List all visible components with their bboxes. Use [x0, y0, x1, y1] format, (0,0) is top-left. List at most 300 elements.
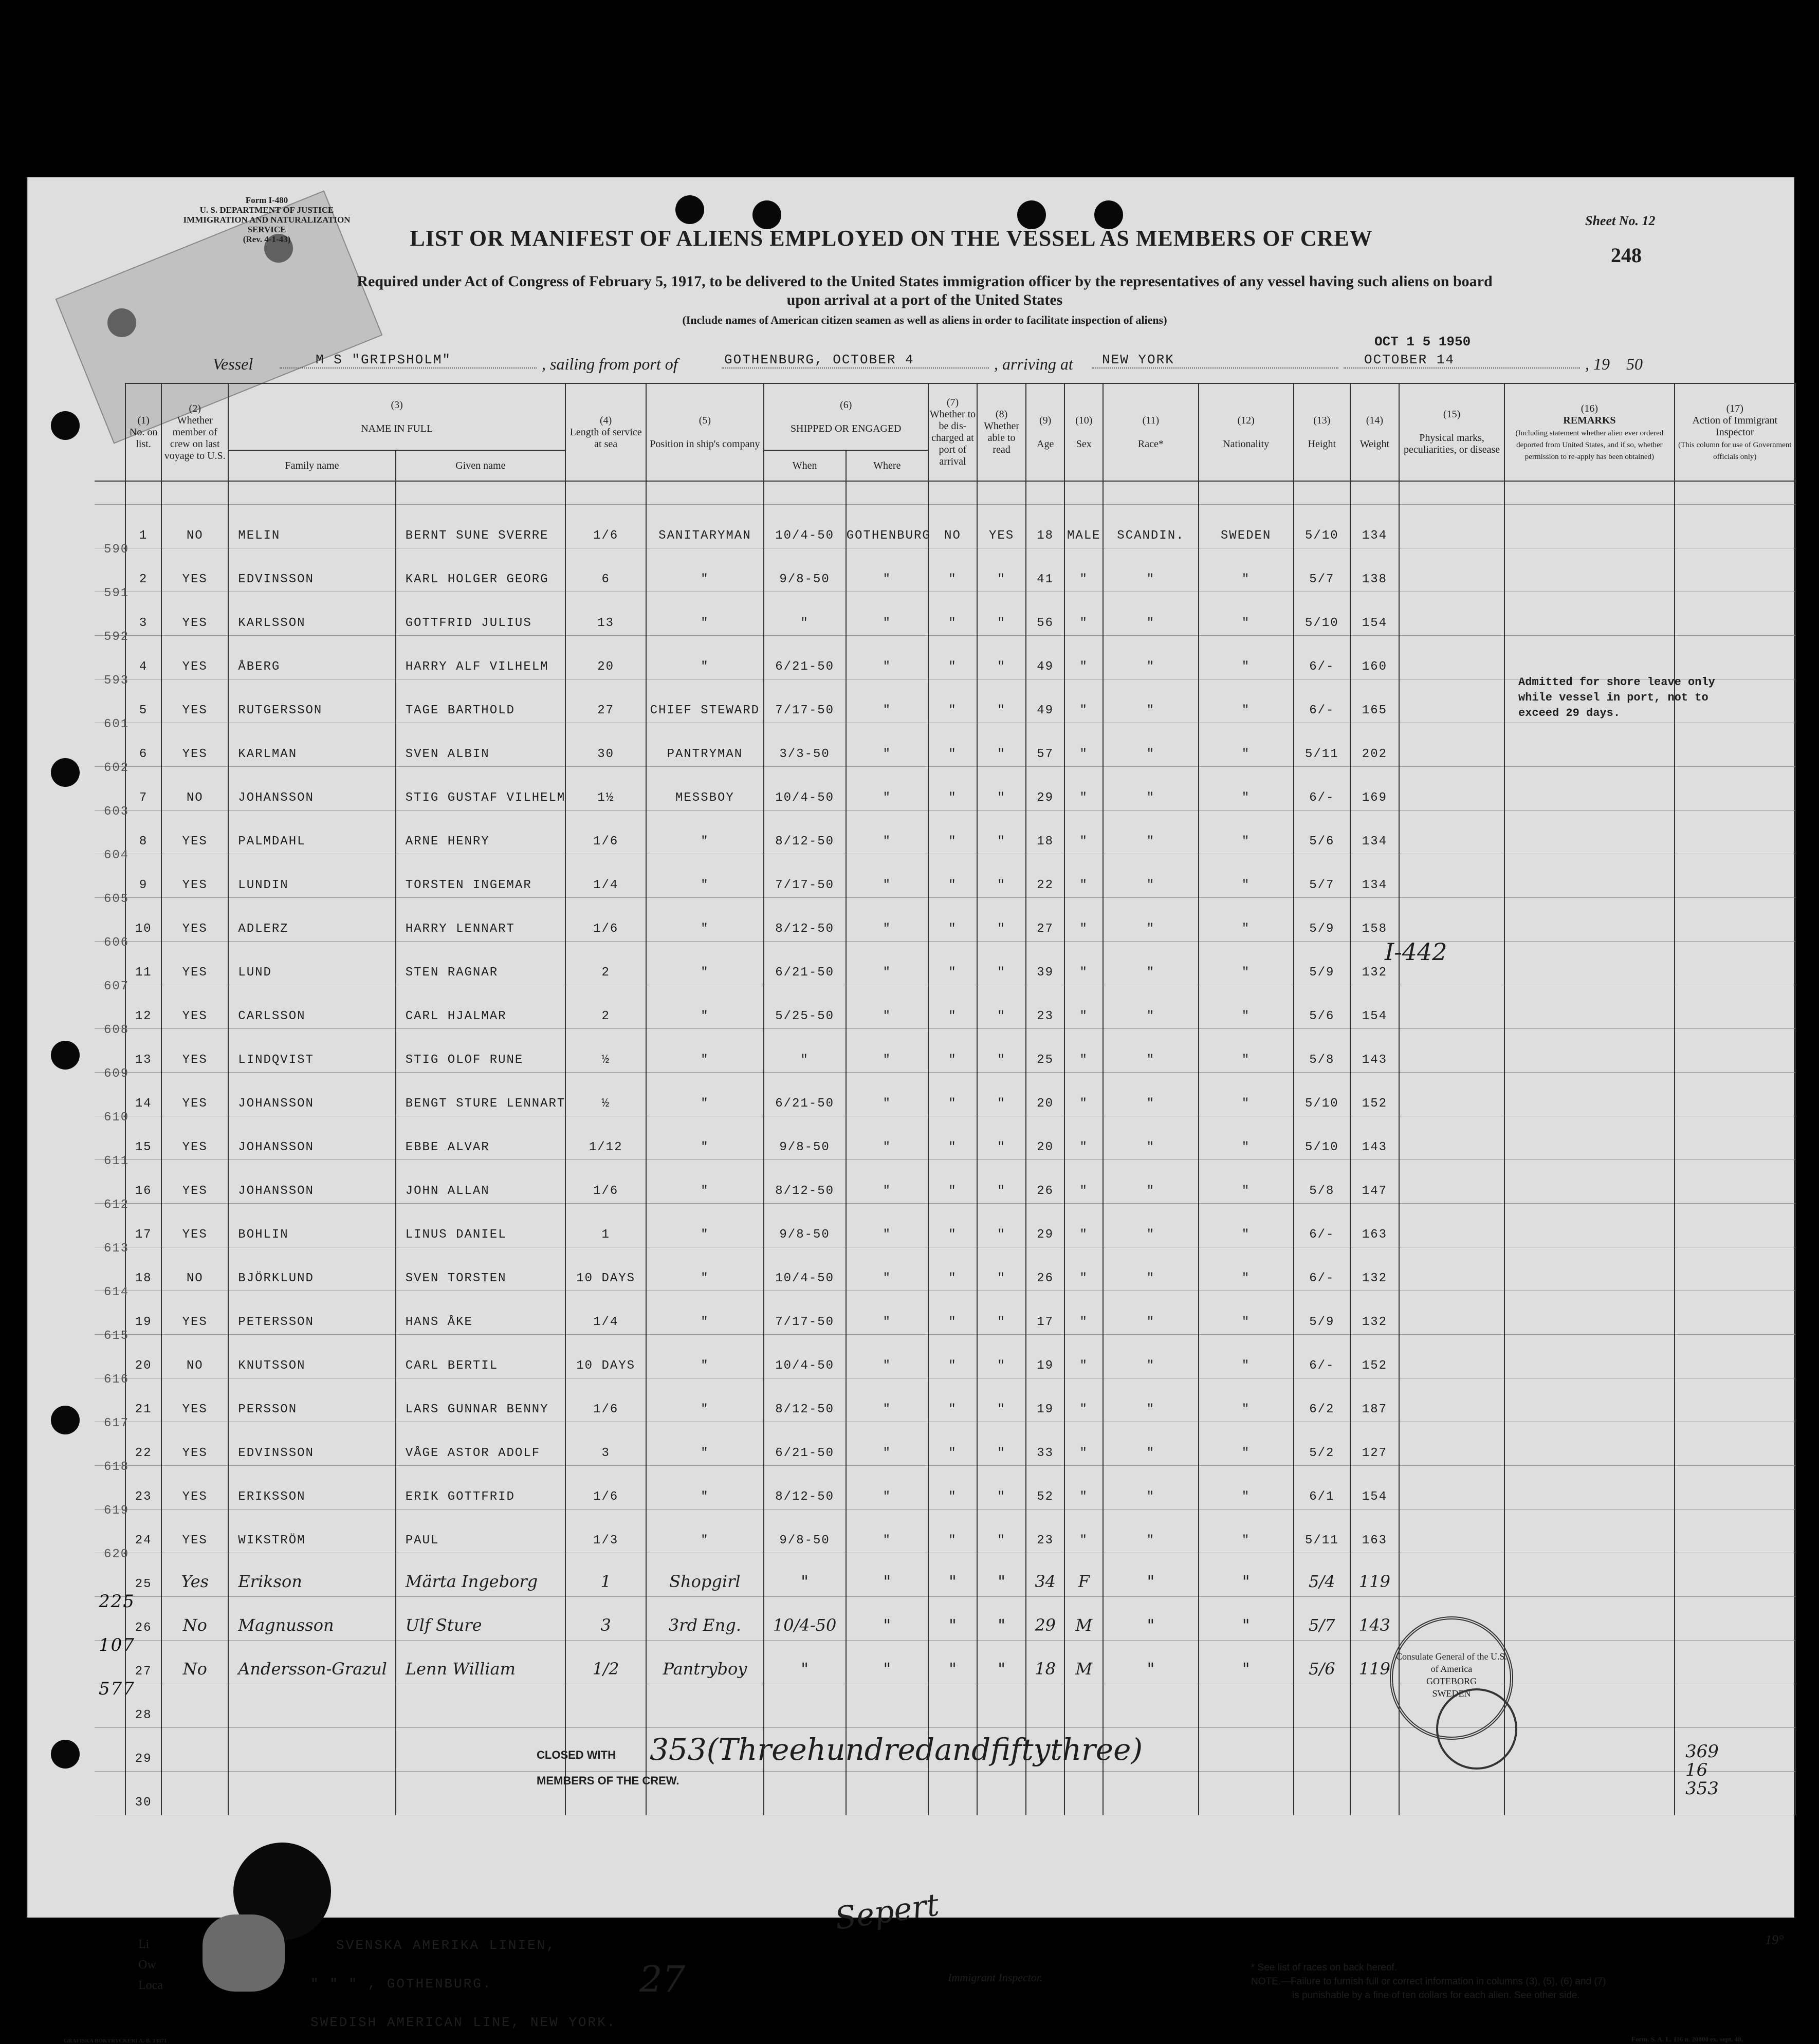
header-remarks: (16) REMARKS (Including statement whether alien ever ordered deported from United States, and if so, whether permission to re-apply has been obtained): [1504, 383, 1674, 481]
race-cell: ": [1103, 1422, 1198, 1466]
service-cell: 1½: [565, 767, 646, 811]
row-number: 7: [125, 767, 161, 811]
table-row: [95, 592, 1795, 636]
when-cell: 6/21-50: [764, 636, 846, 679]
discharged-cell: ": [928, 1116, 977, 1160]
read-cell: ": [977, 985, 1026, 1029]
list-number: 607: [104, 980, 130, 993]
remarks-line: while vessel in port, not to: [1518, 691, 1708, 704]
action-cell: [1675, 1335, 1795, 1378]
list-number: 611: [104, 1154, 130, 1168]
age-cell: 57: [1026, 723, 1064, 767]
crew-member-cell: YES: [161, 942, 228, 985]
race-cell: ": [1103, 1378, 1198, 1422]
nationality-cell: ": [1199, 679, 1294, 723]
table-row: [95, 942, 1795, 985]
nationality-cell: ": [1199, 1422, 1294, 1466]
age-cell: 52: [1026, 1466, 1064, 1509]
header-nationality: (12) Nationality: [1199, 383, 1294, 481]
read-cell: ": [977, 1116, 1026, 1160]
form-number: Form I-480: [245, 195, 288, 205]
physical-marks-cell: [1399, 505, 1504, 548]
family-name-cell: ERIKSSON: [228, 1466, 395, 1509]
race-cell: ": [1103, 1466, 1198, 1509]
given-name-cell: SVEN ALBIN: [396, 723, 565, 767]
age-cell: 25: [1026, 1029, 1064, 1073]
position-cell: ": [646, 1029, 763, 1073]
service-cell: 1: [565, 1204, 646, 1247]
given-name-cell: KARL HOLGER GEORG: [396, 548, 565, 592]
sex-cell: ": [1064, 1422, 1103, 1466]
weight-cell: 132: [1350, 1247, 1399, 1291]
empty-cell: [1294, 1684, 1350, 1728]
race-cell: ": [1103, 1641, 1198, 1684]
age-cell: 18: [1026, 811, 1064, 854]
given-name-cell: BENGT STURE LENNART: [396, 1073, 565, 1116]
action-cell: [1675, 1422, 1795, 1466]
physical-marks-cell: [1399, 985, 1504, 1029]
physical-marks-cell: [1399, 592, 1504, 636]
service-cell: ½: [565, 1073, 646, 1116]
footer-label: Loca: [138, 1979, 163, 1992]
remarks-cell: [1504, 942, 1674, 985]
list-number: 604: [104, 849, 130, 862]
action-cell: [1675, 854, 1795, 898]
row-number: 10: [125, 898, 161, 942]
table-row: [95, 1422, 1795, 1466]
given-name-cell: HARRY LENNART: [396, 898, 565, 942]
when-cell: 10/4-50: [764, 505, 846, 548]
when-cell: 8/12-50: [764, 1160, 846, 1204]
nationality-cell: ": [1199, 811, 1294, 854]
position-cell: ": [646, 1378, 763, 1422]
sex-cell: ": [1064, 1247, 1103, 1291]
service-cell: 1/12: [565, 1116, 646, 1160]
crew-member-cell: YES: [161, 723, 228, 767]
position-cell: ": [646, 1204, 763, 1247]
age-cell: 49: [1026, 679, 1064, 723]
table-row: [95, 505, 1795, 548]
remarks-cell: [1504, 1378, 1674, 1422]
read-cell: ": [977, 1466, 1026, 1509]
list-number-cell: [95, 1116, 130, 1168]
position-cell: ": [646, 1291, 763, 1335]
empty-cell: [228, 1728, 395, 1772]
row-number: 26: [125, 1597, 161, 1641]
row-number: 29: [125, 1728, 161, 1772]
given-name-cell: JOHN ALLAN: [396, 1160, 565, 1204]
remarks-cell: [1504, 811, 1674, 854]
crew-member-cell: YES: [161, 1466, 228, 1509]
empty-cell: [1294, 1772, 1350, 1815]
row-number: 21: [125, 1378, 161, 1422]
nationality-cell: ": [1199, 1509, 1294, 1553]
crew-member-cell: YES: [161, 985, 228, 1029]
physical-marks-cell: [1399, 1422, 1504, 1466]
row-number: 2: [125, 548, 161, 592]
crew-member-cell: YES: [161, 1029, 228, 1073]
nationality-cell: ": [1199, 985, 1294, 1029]
sex-cell: ": [1064, 811, 1103, 854]
table-row: [95, 1553, 1795, 1597]
header-discharged: (7) Whether to be dis-charged at port of arrival: [928, 383, 977, 481]
action-cell: [1675, 548, 1795, 592]
discharged-cell: ": [928, 723, 977, 767]
action-cell: [1675, 811, 1795, 854]
empty-cell: [764, 1684, 846, 1728]
row-number: 23: [125, 1466, 161, 1509]
header-weight: (14) Weight: [1350, 383, 1399, 481]
service-cell: 1/4: [565, 1291, 646, 1335]
where-cell: ": [846, 1247, 928, 1291]
weight-cell: 154: [1350, 592, 1399, 636]
list-number: 225: [99, 1591, 135, 1612]
weight-cell: 143: [1350, 1116, 1399, 1160]
punch-hole: [51, 1406, 80, 1434]
service-cell: 1/3: [565, 1509, 646, 1553]
row-number: 30: [125, 1772, 161, 1815]
weight-cell: 154: [1350, 985, 1399, 1029]
remarks-cell: [1504, 723, 1674, 767]
where-cell: ": [846, 1204, 928, 1247]
sex-cell: ": [1064, 1466, 1103, 1509]
header-name-in-full: (3) NAME IN FULL: [228, 383, 565, 450]
action-cell: [1675, 898, 1795, 942]
position-cell: ": [646, 811, 763, 854]
nationality-cell: ": [1199, 1029, 1294, 1073]
discharged-cell: ": [928, 1378, 977, 1422]
nationality-cell: ": [1199, 1247, 1294, 1291]
sheet-label: Sheet No.: [1585, 213, 1639, 228]
list-number: 618: [104, 1460, 130, 1474]
family-name-cell: KARLMAN: [228, 723, 395, 767]
list-number-cell: [95, 679, 130, 731]
empty-cell: [396, 1684, 565, 1728]
race-cell: ": [1103, 1116, 1198, 1160]
column-header-row: [95, 383, 1795, 450]
empty-cell: [1675, 1684, 1795, 1728]
crew-member-cell: Yes: [161, 1553, 228, 1597]
position-cell: ": [646, 1247, 763, 1291]
given-name-cell: ARNE HENRY: [396, 811, 565, 854]
weight-cell: 119: [1350, 1641, 1399, 1684]
when-cell: 7/17-50: [764, 679, 846, 723]
row-number: 15: [125, 1116, 161, 1160]
list-number: 603: [104, 805, 130, 819]
list-number-cell: [95, 1509, 130, 1561]
empty-cell: [95, 1728, 125, 1772]
year-label: , 19: [1585, 355, 1610, 373]
service-cell: 2: [565, 942, 646, 985]
age-cell: 34: [1026, 1553, 1064, 1597]
when-cell: 10/4-50: [764, 767, 846, 811]
weight-cell: 143: [1350, 1029, 1399, 1073]
read-cell: ": [977, 723, 1026, 767]
service-cell: 1/4: [565, 854, 646, 898]
given-name-cell: HARRY ALF VILHELM: [396, 636, 565, 679]
height-cell: 6/-: [1294, 679, 1350, 723]
list-number: 620: [104, 1548, 130, 1561]
read-cell: ": [977, 898, 1026, 942]
read-cell: ": [977, 1247, 1026, 1291]
race-cell: ": [1103, 1509, 1198, 1553]
subtitle-line: Required under Act of Congress of February 5, 1917, to be delivered to the United States immigration officer by the representatives of any vessel having such aliens on board: [357, 273, 1493, 290]
position-cell: ": [646, 1509, 763, 1553]
discharged-cell: ": [928, 592, 977, 636]
port-underline: [722, 367, 989, 369]
discharged-cell: ": [928, 1509, 977, 1553]
row-number: 5: [125, 679, 161, 723]
position-cell: ": [646, 942, 763, 985]
physical-marks-cell: [1399, 1073, 1504, 1116]
position-cell: ": [646, 1335, 763, 1378]
row-number: 8: [125, 811, 161, 854]
sex-cell: ": [1064, 1029, 1103, 1073]
owner-line: SWEDISH AMERICAN LINE, NEW YORK.: [310, 2015, 617, 2030]
discharged-cell: ": [928, 636, 977, 679]
sex-cell: ": [1064, 636, 1103, 679]
family-name-cell: RUTGERSSON: [228, 679, 395, 723]
crew-member-cell: YES: [161, 592, 228, 636]
list-number: 591: [104, 586, 130, 600]
corner-mark: 19°: [1765, 1932, 1784, 1947]
given-name-cell: TORSTEN INGEMAR: [396, 854, 565, 898]
date-stamp: OCT 1 5 1950: [1374, 334, 1471, 349]
remarks-cell: [1504, 1160, 1674, 1204]
height-cell: 6/-: [1294, 1247, 1350, 1291]
height-cell: 6/-: [1294, 767, 1350, 811]
race-cell: ": [1103, 548, 1198, 592]
form-revision: (Rev. 4-1-43): [243, 234, 291, 244]
discharged-cell: ": [928, 942, 977, 985]
list-number: 601: [104, 717, 130, 731]
remarks-cell: [1504, 767, 1674, 811]
nationality-cell: ": [1199, 1204, 1294, 1247]
given-name-cell: PAUL: [396, 1509, 565, 1553]
read-cell: ": [977, 1073, 1026, 1116]
remarks-cell: [1504, 548, 1674, 592]
table-row: [95, 1291, 1795, 1335]
service-cell: 6: [565, 548, 646, 592]
remarks-cell: [1504, 592, 1674, 636]
empty-cell: [928, 1684, 977, 1728]
when-cell: 10/4-50: [764, 1597, 846, 1641]
printer-mark: GRAFISKA BOKTRYCKERI A.-B. 13871: [64, 2038, 167, 2044]
position-cell: MESSBOY: [646, 767, 763, 811]
list-number: 613: [104, 1242, 130, 1256]
when-cell: 10/4-50: [764, 1247, 846, 1291]
weight-cell: 147: [1350, 1160, 1399, 1204]
remarks-cell: [1504, 1204, 1674, 1247]
nationality-cell: ": [1199, 548, 1294, 592]
nationality-cell: SWEDEN: [1199, 505, 1294, 548]
sex-cell: ": [1064, 767, 1103, 811]
age-cell: 19: [1026, 1335, 1064, 1378]
given-name-cell: GOTTFRID JULIUS: [396, 592, 565, 636]
age-cell: 22: [1026, 854, 1064, 898]
empty-cell: [1350, 1728, 1399, 1772]
discharged-cell: ": [928, 767, 977, 811]
family-name-cell: PERSSON: [228, 1378, 395, 1422]
subtitle-note: (Include names of American citizen seamen as well as aliens in order to facilitate inspection of aliens): [682, 314, 1167, 326]
physical-marks-cell: [1399, 1029, 1504, 1073]
height-cell: 5/2: [1294, 1422, 1350, 1466]
race-cell: ": [1103, 854, 1198, 898]
where-cell: ": [846, 1641, 928, 1684]
empty-cell: [1350, 1772, 1399, 1815]
action-cell: [1675, 636, 1795, 679]
discharged-cell: ": [928, 1641, 977, 1684]
row-number: 19: [125, 1291, 161, 1335]
empty-cell: [1026, 1684, 1064, 1728]
punch-hole: [51, 758, 80, 787]
when-cell: 9/8-50: [764, 1116, 846, 1160]
remarks-cell: [1504, 1073, 1674, 1116]
position-cell: ": [646, 592, 763, 636]
header-given-name: Given name: [396, 450, 565, 481]
empty-cell: [1504, 1684, 1674, 1728]
list-number: 612: [104, 1198, 130, 1212]
row-number: 27: [125, 1641, 161, 1684]
crew-member-cell: YES: [161, 1073, 228, 1116]
sailing-label: , sailing from port of: [542, 355, 678, 373]
service-cell: 1/2: [565, 1641, 646, 1684]
list-number: 577: [99, 1679, 135, 1699]
when-cell: 5/25-50: [764, 985, 846, 1029]
owner-line: " " " , GOTHENBURG.: [310, 1976, 492, 1992]
where-cell: ": [846, 1029, 928, 1073]
physical-marks-cell: [1399, 1204, 1504, 1247]
read-cell: ": [977, 811, 1026, 854]
empty-cell: [1199, 1684, 1294, 1728]
height-cell: 5/10: [1294, 592, 1350, 636]
height-cell: 5/10: [1294, 1073, 1350, 1116]
service-cell: 2: [565, 985, 646, 1029]
height-cell: 5/7: [1294, 548, 1350, 592]
height-cell: 5/6: [1294, 985, 1350, 1029]
empty-cell: [977, 1684, 1026, 1728]
remarks-line: exceed 29 days.: [1518, 707, 1621, 720]
table-row: [95, 1378, 1795, 1422]
race-cell: ": [1103, 1073, 1198, 1116]
row-number: 22: [125, 1422, 161, 1466]
family-name-cell: KARLSSON: [228, 592, 395, 636]
family-name-cell: JOHANSSON: [228, 1160, 395, 1204]
empty-cell: [1504, 1772, 1674, 1815]
action-cell: [1675, 1641, 1795, 1684]
empty-cell: [228, 1684, 395, 1728]
when-cell: 8/12-50: [764, 1378, 846, 1422]
nationality-cell: ": [1199, 1116, 1294, 1160]
row-number: 14: [125, 1073, 161, 1116]
when-cell: 10/4-50: [764, 1335, 846, 1378]
read-cell: ": [977, 548, 1026, 592]
closed-label: MEMBERS OF THE CREW.: [537, 1774, 679, 1787]
empty-cell: [764, 1772, 846, 1815]
race-cell: ": [1103, 1291, 1198, 1335]
sex-cell: M: [1064, 1597, 1103, 1641]
action-cell: [1675, 1116, 1795, 1160]
sex-cell: ": [1064, 1160, 1103, 1204]
service-cell: 13: [565, 592, 646, 636]
when-cell: ": [764, 1029, 846, 1073]
row-number: 3: [125, 592, 161, 636]
table-row: [95, 1247, 1795, 1291]
action-cell: [1675, 1247, 1795, 1291]
table-row: [95, 1466, 1795, 1509]
empty-cell: [1064, 1772, 1103, 1815]
list-number-cell: [95, 1378, 130, 1430]
list-number: 593: [104, 674, 130, 688]
table-row: [95, 898, 1795, 942]
discharged-cell: NO: [928, 505, 977, 548]
crew-manifest-table: [95, 383, 1796, 1815]
remarks-cell: [1504, 1509, 1674, 1553]
race-cell: ": [1103, 942, 1198, 985]
read-cell: ": [977, 1335, 1026, 1378]
nationality-cell: ": [1199, 854, 1294, 898]
remarks-cell: [1504, 1335, 1674, 1378]
remarks-cell: [1504, 898, 1674, 942]
given-name-cell: Ulf Sture: [396, 1597, 565, 1641]
read-cell: ": [977, 679, 1026, 723]
list-number-cell: [95, 548, 130, 600]
punch-hole: [51, 1041, 80, 1070]
row-number: 11: [125, 942, 161, 985]
table-row: [95, 1597, 1795, 1641]
table-row: [95, 636, 1795, 679]
sex-cell: F: [1064, 1553, 1103, 1597]
row-number: 18: [125, 1247, 161, 1291]
where-cell: ": [846, 942, 928, 985]
footer-label: Ow: [138, 1958, 156, 1972]
height-cell: 5/9: [1294, 942, 1350, 985]
when-cell: 9/8-50: [764, 548, 846, 592]
when-cell: 6/21-50: [764, 1422, 846, 1466]
where-cell: GOTHENBURG: [846, 505, 928, 548]
when-cell: 9/8-50: [764, 1509, 846, 1553]
crew-member-cell: YES: [161, 1291, 228, 1335]
crew-member-cell: YES: [161, 898, 228, 942]
given-name-cell: STIG GUSTAF VILHELM: [396, 767, 565, 811]
empty-cell: [977, 1772, 1026, 1815]
crew-member-cell: YES: [161, 1160, 228, 1204]
list-number: 616: [104, 1373, 130, 1387]
service-cell: 27: [565, 679, 646, 723]
manifest-sheet: [27, 177, 1794, 2044]
discharged-cell: ": [928, 1466, 977, 1509]
action-cell: [1675, 985, 1795, 1029]
read-cell: ": [977, 1641, 1026, 1684]
service-name: IMMIGRATION AND NATURALIZATION SERVICE: [183, 215, 351, 234]
discharged-cell: ": [928, 1073, 977, 1116]
vessel-label: Vessel: [213, 355, 253, 373]
height-cell: 5/7: [1294, 854, 1350, 898]
where-cell: ": [846, 1073, 928, 1116]
physical-marks-cell: [1399, 811, 1504, 854]
list-number: 610: [104, 1111, 130, 1125]
position-cell: Pantryboy: [646, 1641, 763, 1684]
crew-member-cell: YES: [161, 1116, 228, 1160]
discharged-cell: ": [928, 548, 977, 592]
action-cell: [1675, 1597, 1795, 1641]
age-cell: 20: [1026, 1073, 1064, 1116]
race-cell: ": [1103, 1553, 1198, 1597]
list-number: 608: [104, 1023, 130, 1037]
table-row: [95, 1073, 1795, 1116]
document-subtitle: [141, 272, 1708, 309]
empty-cell: [1504, 1728, 1674, 1772]
